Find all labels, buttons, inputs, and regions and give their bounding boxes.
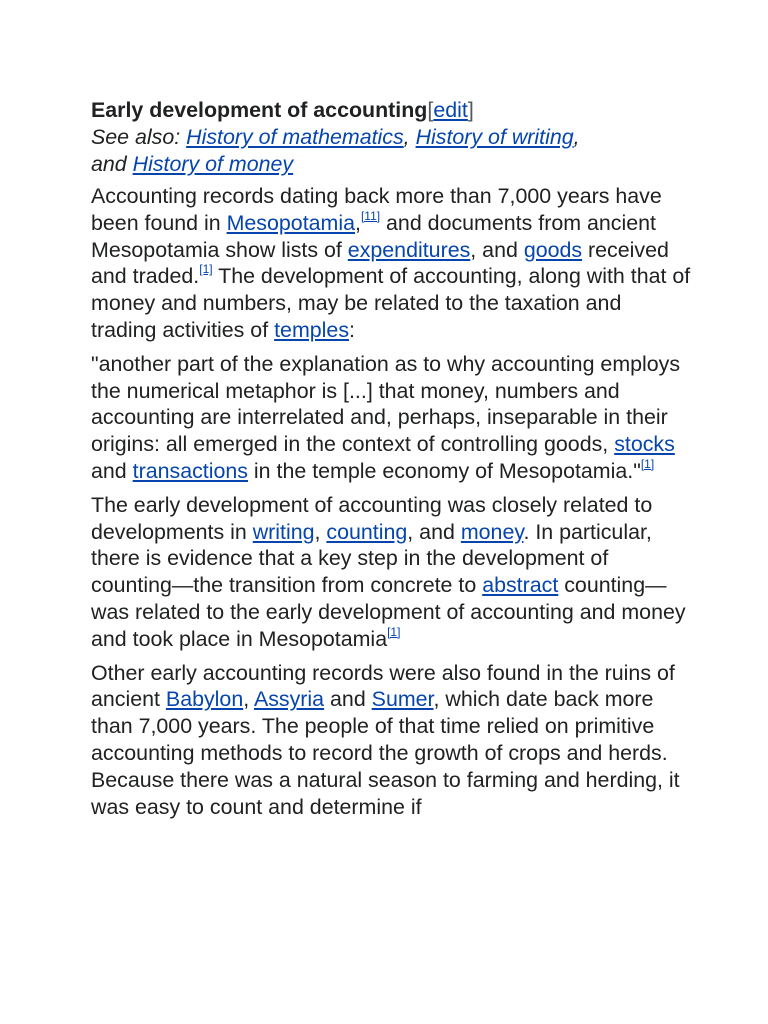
paragraph-text: . In particular, there is evidence that a key step in the development of counting—the transition from concrete to (91, 519, 652, 598)
section-heading (91, 96, 691, 124)
paragraph-text: received and traded. (91, 237, 669, 289)
paragraph-text: , (243, 687, 254, 712)
expenditures-link[interactable]: expenditures (347, 237, 471, 262)
citation-1-link[interactable]: [1] (199, 262, 213, 277)
paragraph-text: , and (407, 519, 461, 544)
hatnote-separator: , (403, 125, 416, 149)
paragraph-text: and (324, 687, 372, 712)
paragraph-records (91, 183, 691, 344)
history-of-writing-link[interactable]: History of writing (415, 125, 574, 149)
counting-link[interactable]: counting (326, 519, 408, 544)
paragraph-text: Other early accounting records were also found in the ruins of ancient (91, 660, 675, 712)
money-link[interactable]: money (460, 519, 524, 544)
hatnote-separator: , (573, 125, 580, 149)
paragraph-development (91, 492, 691, 653)
paragraph-text: counting—was related to the early development of accounting and money and took place in Mesopotamia (91, 573, 686, 651)
mesopotamia-link[interactable]: Mesopotamia (226, 210, 356, 235)
temples-link[interactable]: temples (274, 317, 350, 342)
babylon-link[interactable]: Babylon (165, 687, 244, 712)
paragraph-text: The early development of accounting was closely related to developments in (91, 492, 653, 544)
paragraph-text: Accounting records dating back more than 7,000 years have been found in (91, 184, 662, 235)
article-content (91, 96, 691, 827)
paragraph-text: , and (470, 237, 524, 262)
see-also-hatnote (91, 124, 691, 178)
hatnote-and: and (91, 152, 133, 176)
edit-open-bracket: [ (427, 98, 434, 122)
assyria-link[interactable]: Assyria (253, 687, 325, 712)
citation-1-link[interactable]: [1] (640, 456, 655, 471)
paragraph-text: in the temple economy of Mesopotamia." (247, 458, 641, 483)
section-title: Early development of accounting (91, 98, 428, 122)
citation-1-link[interactable]: [1] (387, 624, 401, 639)
citation-11-link[interactable]: [11] (360, 208, 381, 223)
paragraph-text: : (349, 317, 355, 342)
hatnote-prefix: See also: (91, 125, 187, 149)
paragraph-text: and (91, 458, 133, 483)
stocks-link[interactable]: stocks (614, 432, 675, 457)
transactions-link[interactable]: transactions (132, 458, 248, 483)
paragraph-text: , (314, 519, 327, 544)
edit-section-link[interactable]: edit (433, 98, 468, 122)
paragraph-text: and documents from ancient Mesopotamia show lists of (91, 210, 656, 262)
paragraph-quote (91, 351, 691, 485)
sumer-link[interactable]: Sumer (371, 687, 434, 712)
paragraph-other-records (91, 660, 691, 821)
writing-link[interactable]: writing (252, 519, 315, 544)
history-of-mathematics-link[interactable]: History of mathematics (186, 125, 404, 149)
paragraph-text: "another part of the explanation as to why accounting employs the numerical metaphor is [...] that money, numbers and accounting are interrelated and, perhaps, inseparable in their origins: all emerged in the context of controlling goods, (91, 351, 681, 457)
edit-section-control (427, 98, 473, 122)
paragraph-text: , (355, 210, 361, 235)
paragraph-text: , which date back more than 7,000 years. The people of that time relied on primitive accounting methods to record the growth of crops and herds. Because there was a natural season to farming and herding, it was easy to count and determine if (91, 687, 680, 819)
history-of-money-link[interactable]: History of money (132, 152, 294, 176)
abstract-link[interactable]: abstract (482, 573, 559, 598)
goods-link[interactable]: goods (523, 237, 583, 262)
edit-close-bracket: ] (467, 98, 474, 122)
paragraph-text: The development of accounting, along with that of money and numbers, may be related to the taxation and trading activities of (91, 264, 691, 342)
